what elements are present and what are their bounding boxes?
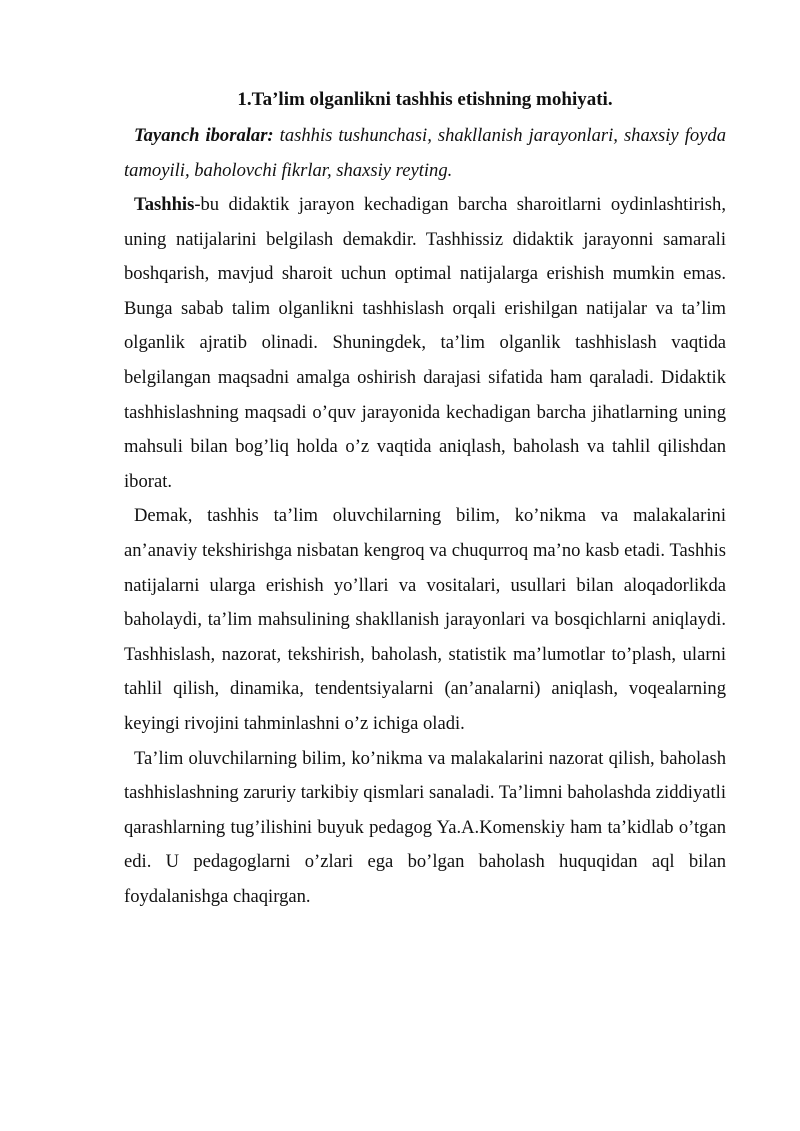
keywords-paragraph	[124, 118, 726, 188]
paragraph-definition-text: -bu didaktik jarayon kechadigan barcha sharoitlarni oydinlashtirish, uning natijalarini belgilash demakdir. Tashhissiz didaktik jarayonni samarali boshqarish, mavjud sharoit uchun optimal natijalarga erishish mumkin emas. Bunga sabab talim olganlikni tashhislash orqali erishilgan natijalar va ta’lim olganlik ajratib olinadi. Shuningdek, ta’lim olganlik tashhislash vaqtida belgilangan maqsadni amalga oshirish darajasi sifatida ham qaraladi. Didaktik tashhislashning maqsadi o’quv jarayonida kechadigan barcha jihatlarning uning mahsuli bilan bog’liq holda o’z vaqtida aniqlash, baholash va tahlil qilishdan iborat.	[124, 194, 726, 492]
term-tashhis: Tashhis	[134, 194, 195, 215]
keywords-text: tashhis tushunchasi, shakllanish jarayonlari, shaxsiy foyda tamoyili, baholovchi fikrlar, shaxsiy reyting.	[124, 125, 727, 181]
section-title: 1.Ta’lim olganlikni tashhis etishning mohiyati.	[237, 89, 613, 110]
paragraph-demak: Demak, tashhis ta’lim oluvchilarning bilim, ko’nikma va malakalarini an’anaviy tekshirishga nisbatan kengroq va chuqurroq ma’no kasb etadi. Tashhis natijalarni ularga erishish yo’llari va vositalari, usullari bilan aloqadorlikda baholaydi, ta’lim mahsulining shakllanish jarayonlari va bosqichlarni aniqlaydi. Tashhislash, nazorat, tekshirish, baholash, statistik ma’lumotlar to’plash, ularni tahlil qilish, dinamika, tendentsiyalarni (an’analarni) aniqlash, voqealarning keyingi rivojini tahminlashni o’z ichiga oladi.	[124, 505, 726, 734]
document-page	[124, 86, 726, 914]
paragraph-definition	[124, 188, 726, 499]
paragraph-nazorat: Ta’lim oluvchilarning bilim, ko’nikma va malakalarini nazorat qilish, baholash tashhislashning zaruriy tarkibiy qismlari sanaladi. Ta’limni baholashda ziddiyatli qarashlarning tug’ilishini buyuk pedagog Ya.A.Komenskiy ham ta’kidlab o’tgan edi. U pedagoglarni o’zlari ega bo’lgan baholash huquqidan aql bilan foydalanishga chaqirgan.	[124, 747, 726, 907]
keywords-label: Tayanch iboralar:	[134, 125, 274, 146]
